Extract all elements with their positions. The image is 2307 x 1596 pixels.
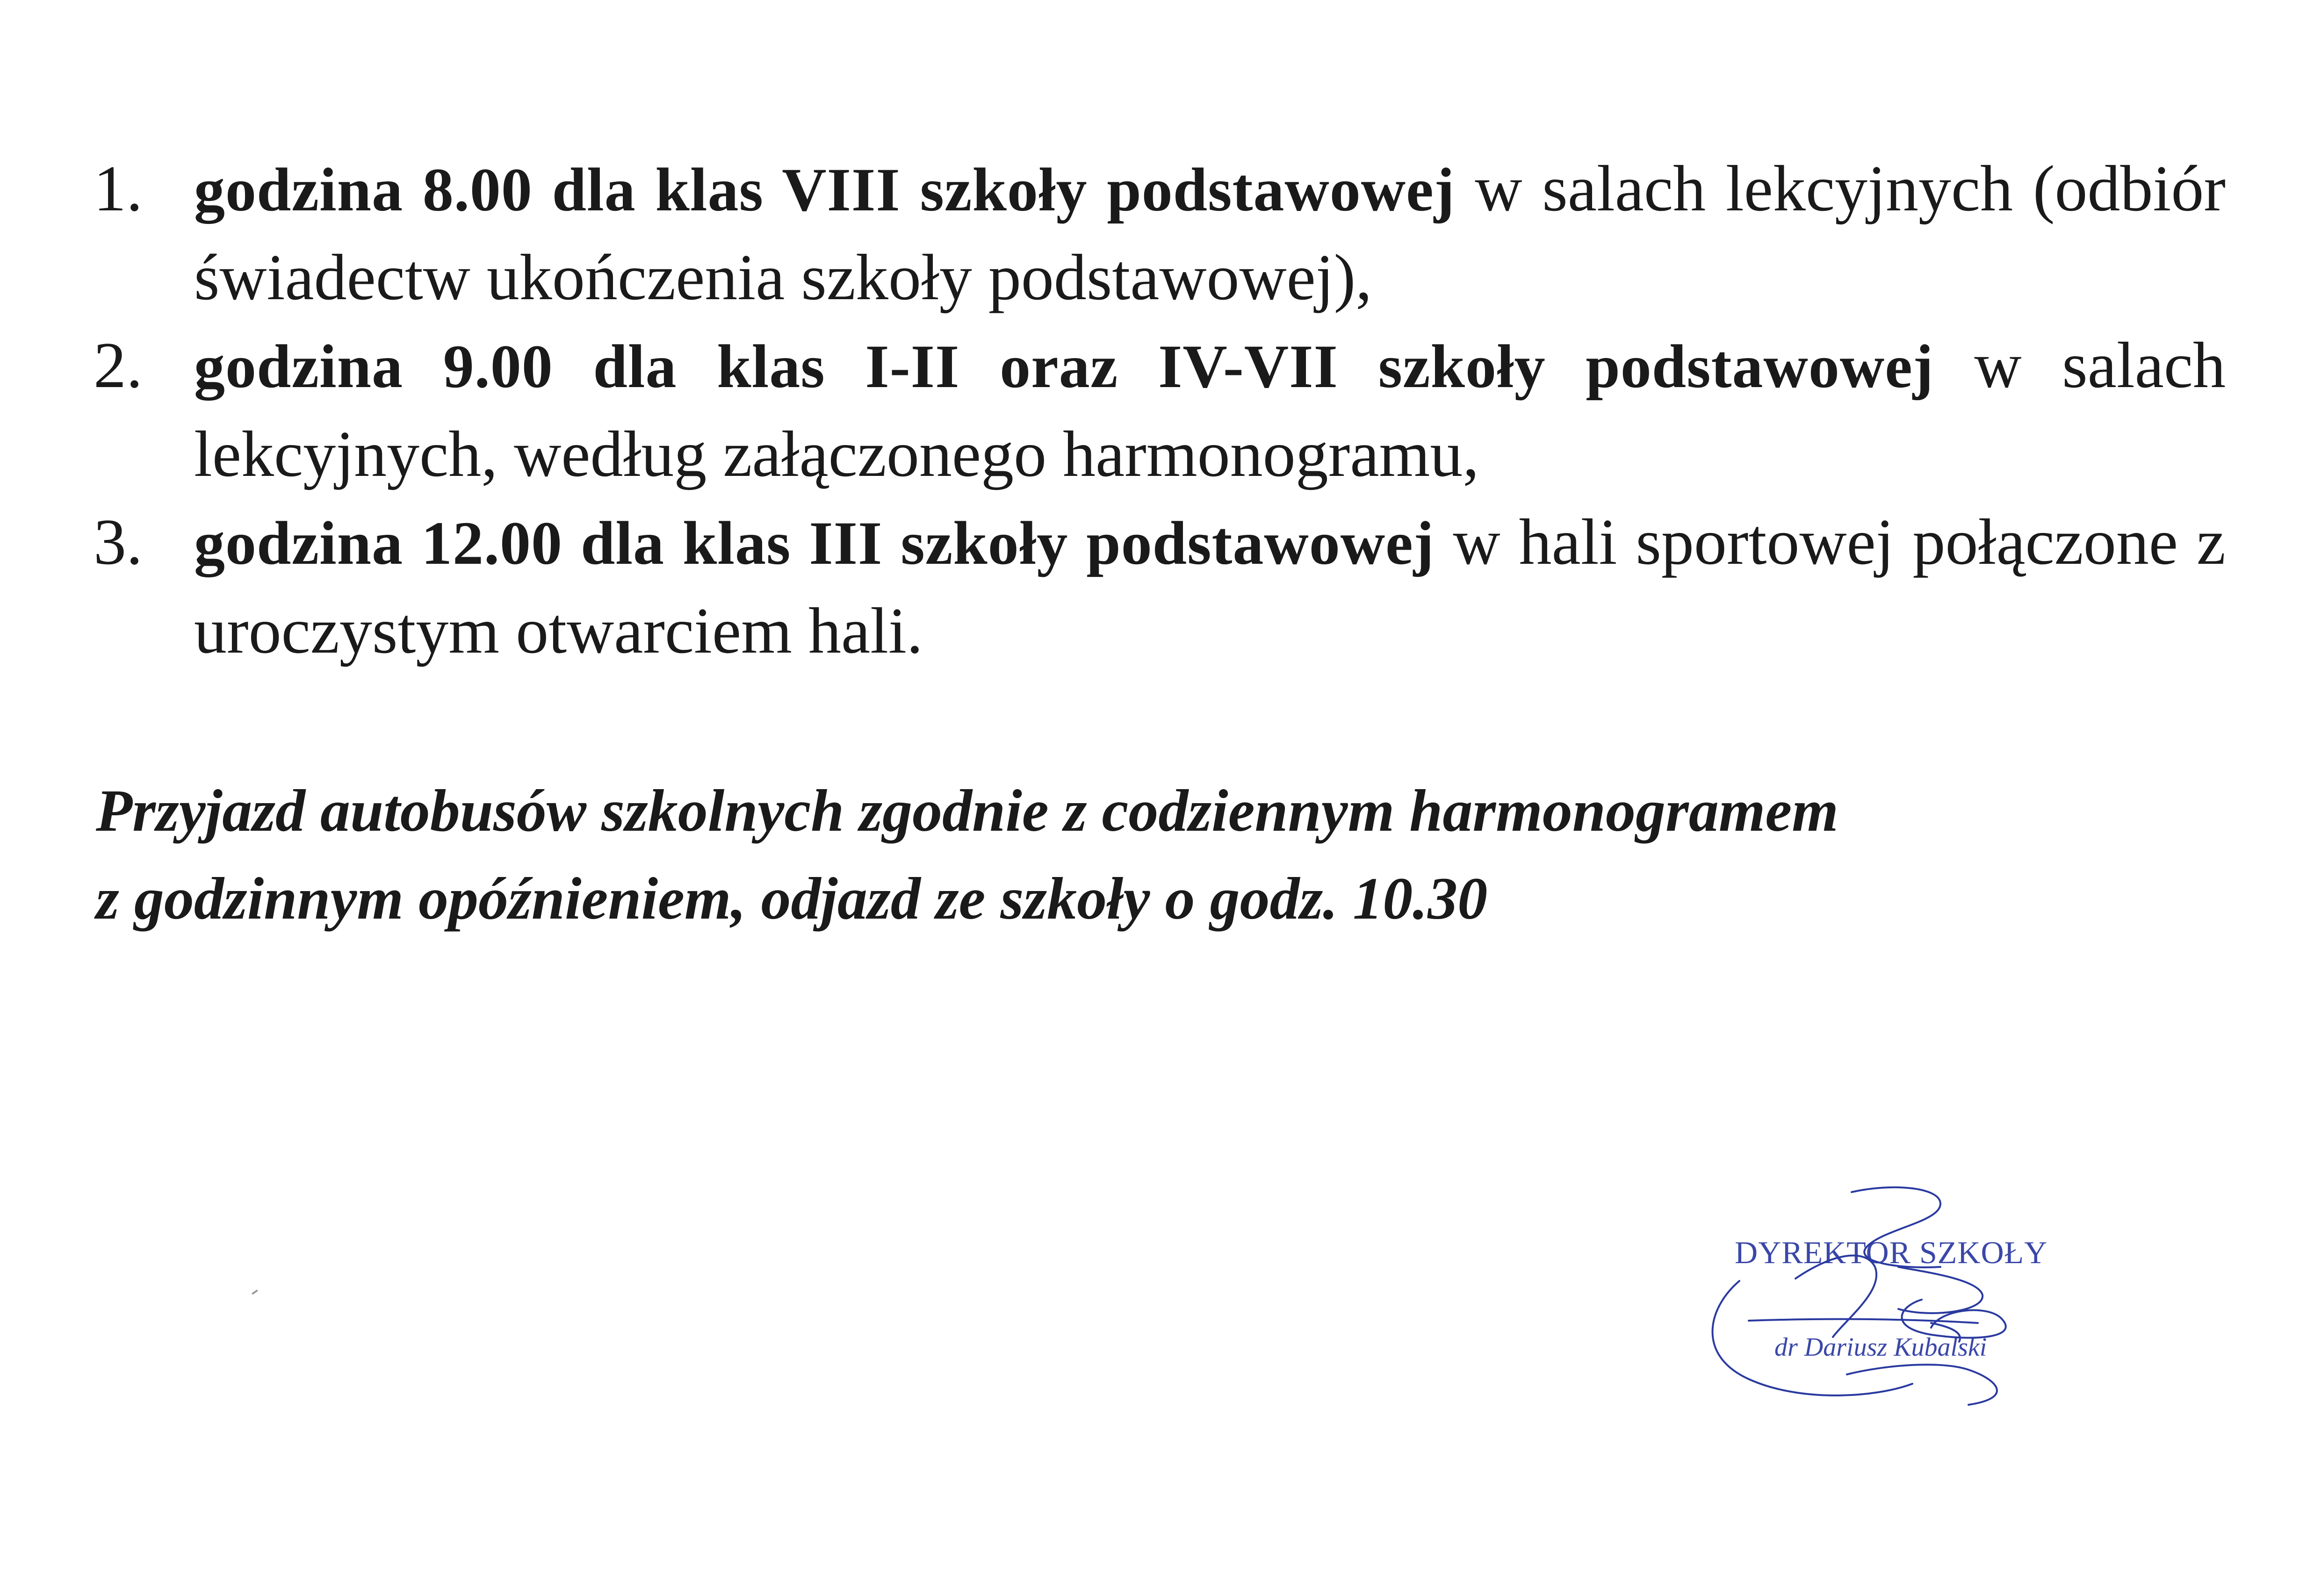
- stamp-title: DYREKTOR SZKOŁY: [1735, 1235, 2048, 1270]
- list-item: [94, 322, 2226, 498]
- list-item-text: w salach lekcyjnych (odbiór świadectw ukończenia szkoły podstawowej),: [194, 152, 2226, 314]
- list-item-bold-text: godzina 8.00 dla klas VIII szkoły podstawowej: [194, 155, 1455, 224]
- scan-speck: [252, 1289, 258, 1294]
- list-item-bold-text: godzina 12.00 dla klas III szkoły podstawowej: [194, 509, 1435, 577]
- list-item-number: 2.: [94, 329, 143, 402]
- bus-note: [96, 767, 2200, 942]
- director-stamp: [1679, 1178, 2085, 1412]
- bus-note-line: Przyjazd autobusów szkolnych zgodnie z codziennym harmonogramem: [96, 777, 1838, 844]
- handwritten-signature: [1679, 1178, 2085, 1412]
- bus-note-line: z godzinnym opóźnieniem, odjazd ze szkoły o godz. 10.30: [96, 865, 1488, 932]
- list-item-bold-text: godzina 9.00 dla klas I-II oraz IV-VII szkoły podstawowej: [194, 332, 1934, 401]
- list-item-text: w hali sportowej połączone z uroczystym otwarciem hali.: [194, 506, 2226, 667]
- list-item-text: w salach lekcyjnych, według załączonego harmonogramu,: [194, 329, 2226, 490]
- stamp-name: dr Dariusz Kubalski: [1774, 1333, 1987, 1362]
- list-item-number: 3.: [94, 506, 143, 578]
- schedule-list: [94, 145, 2226, 675]
- list-item-number: 1.: [94, 152, 143, 225]
- list-item: [94, 498, 2226, 675]
- list-item: [94, 145, 2226, 322]
